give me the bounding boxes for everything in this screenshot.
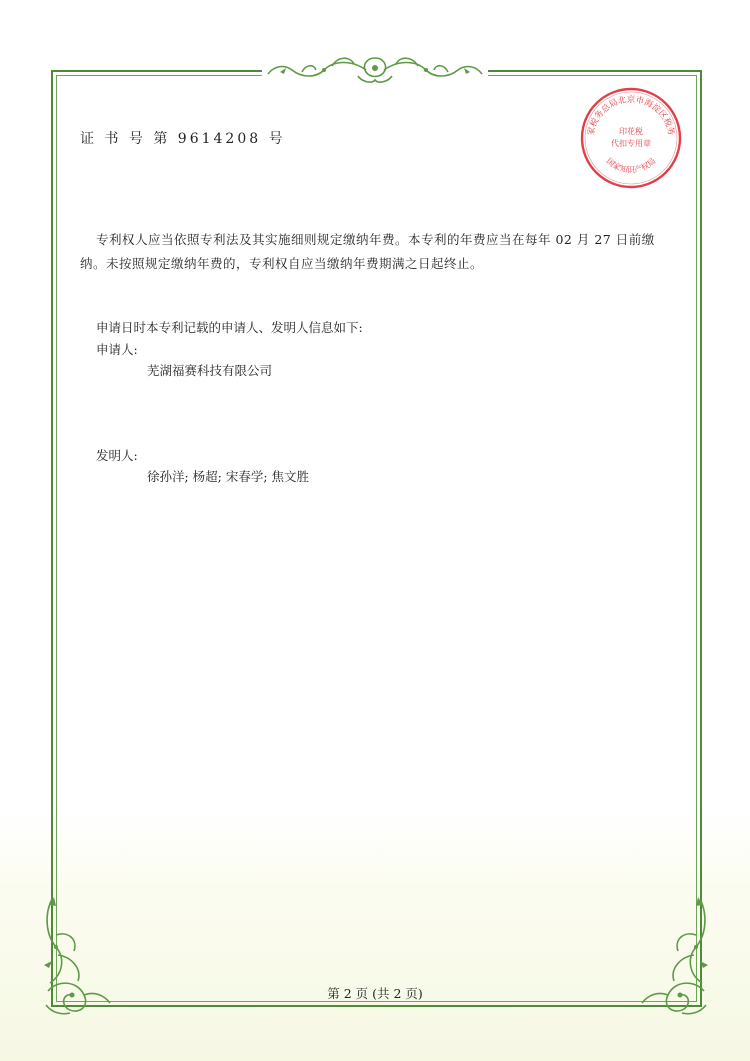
certificate-number: 证 书 号 第 9614208 号 [80,131,286,147]
certificate-border-inner [56,75,697,1002]
fee-notice-paragraph [80,228,670,276]
page-number-footer: 第 2 页 (共 2 页) [327,986,423,1001]
seal-outer-text: 家税务总局北京市海淀区税务 [586,95,676,137]
seal-center-line2: 代扣专用章 [611,139,651,148]
top-ornament [262,52,488,88]
inventor-names: 徐孙洋; 杨超; 宋春学; 焦文胜 [147,469,310,484]
inventor-label: 发明人: [96,448,138,463]
seal-center-line1: 印花税 [619,127,643,136]
fee-notice-line2: 前缴纳。未按照规定缴纳年费的，专利权自应当缴纳年费期满之日起终止。 [80,232,655,271]
applicant-name: 芜湖福赛科技有限公司 [147,363,273,378]
applicant-label: 申请人: [96,342,138,357]
applicant-info-intro: 申请日时本专利记载的申请人、发明人信息如下: [96,320,363,335]
fee-notice-line1: 专利权人应当依照专利法及其实施细则规定缴纳年费。本专利的年费应当在每年 02 月 27 日 [96,232,629,247]
tax-seal-stamp [579,86,683,190]
seal-bottom-text: 国家知识产权局 [604,156,658,175]
svg-text:国家知识产权局 [605,156,658,174]
